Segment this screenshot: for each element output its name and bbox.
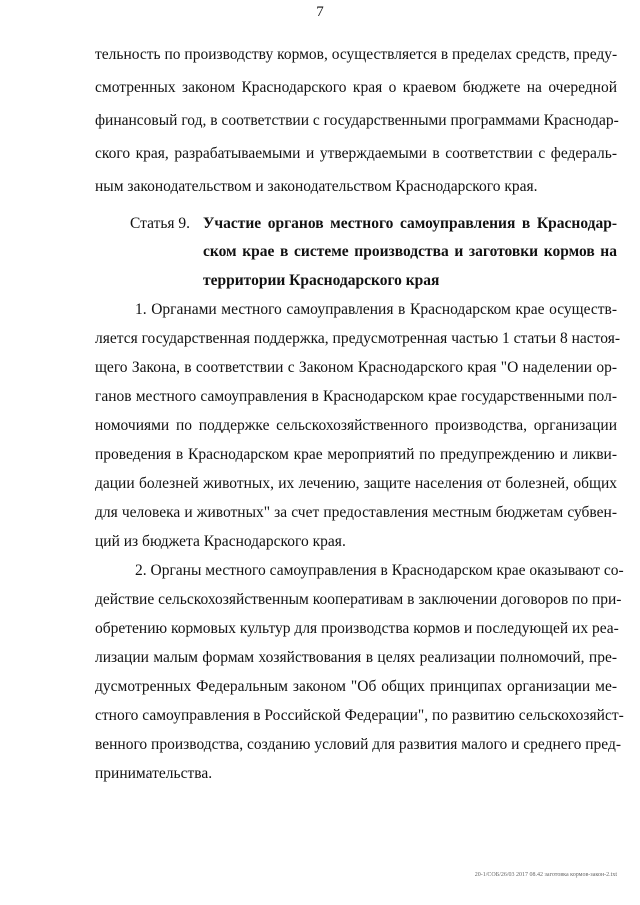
file-footer: 20-1/СОБ/26/03 2017 08.42 заготовка кормов-закон-2.txt [474,872,617,878]
article-label: Статья 9. [130,215,191,232]
paragraph-line: проведения в Краснодарском крае мероприятий по предупреждению и ликви- [95,446,617,463]
paragraph-line: дации болезней животных, их лечению, защите населения от болезней, общих [95,475,617,492]
paragraph-line: дусмотренных Федеральным законом "Об общих принципах организации ме- [95,678,617,695]
paragraph-line: ций из бюджета Краснодарского края. [95,533,346,550]
paragraph-line: венного производства, созданию условий для развития малого и среднего пред- [95,736,622,753]
paragraph-line: смотренных законом Краснодарского края о краевом бюджете на очередной [95,79,617,96]
paragraph-line: тельность по производству кормов, осуществляется в пределах средств, преду- [95,46,618,63]
paragraph-line: номочиями по поддержке сельскохозяйственного производства, организации [95,417,617,434]
paragraph-line: ского края, разрабатываемыми и утверждаемыми в соответствии с федераль- [95,145,617,162]
paragraph-line: щего Закона, в соответствии с Законом Краснодарского края "О наделении ор- [95,359,617,376]
paragraph-line: принимательства. [95,765,213,782]
paragraph-line: обретению кормовых культур для производства кормов и последующей их реа- [95,620,619,637]
paragraph-line: лизации малым формам хозяйствования в целях реализации полномочий, пре- [95,649,617,666]
paragraph-line: 1. Органами местного самоуправления в Краснодарском крае осуществ- [135,301,617,318]
article-title-line: ском крае в системе производства и заготовки кормов на [203,243,617,260]
paragraph-line: финансовый год, в соответствии с государственными программами Краснодар- [95,112,619,129]
paragraph-line: действие сельскохозяйственным кооперативам в заключении договоров по при- [95,591,622,608]
paragraph-line: ляется государственная поддержка, предусмотренная частью 1 статьи 8 настоя- [95,330,620,347]
page-number: 7 [316,4,324,20]
article-title-line: Участие органов местного самоуправления в Краснодар- [203,215,617,232]
paragraph-line: для человека и животных" за счет предоставления местным бюджетам субвен- [95,504,617,521]
paragraph-line: ганов местного самоуправления в Краснодарском крае государственными пол- [95,388,617,405]
paragraph-line: 2. Органы местного самоуправления в Краснодарском крае оказывают со- [135,562,624,579]
paragraph-line: стного самоуправления в Российской Федерации", по развитию сельскохозяйст- [95,707,624,724]
article-title-line: территории Краснодарского края [203,272,440,289]
paragraph-line: ным законодательством и законодательством Краснодарского края. [95,178,538,195]
